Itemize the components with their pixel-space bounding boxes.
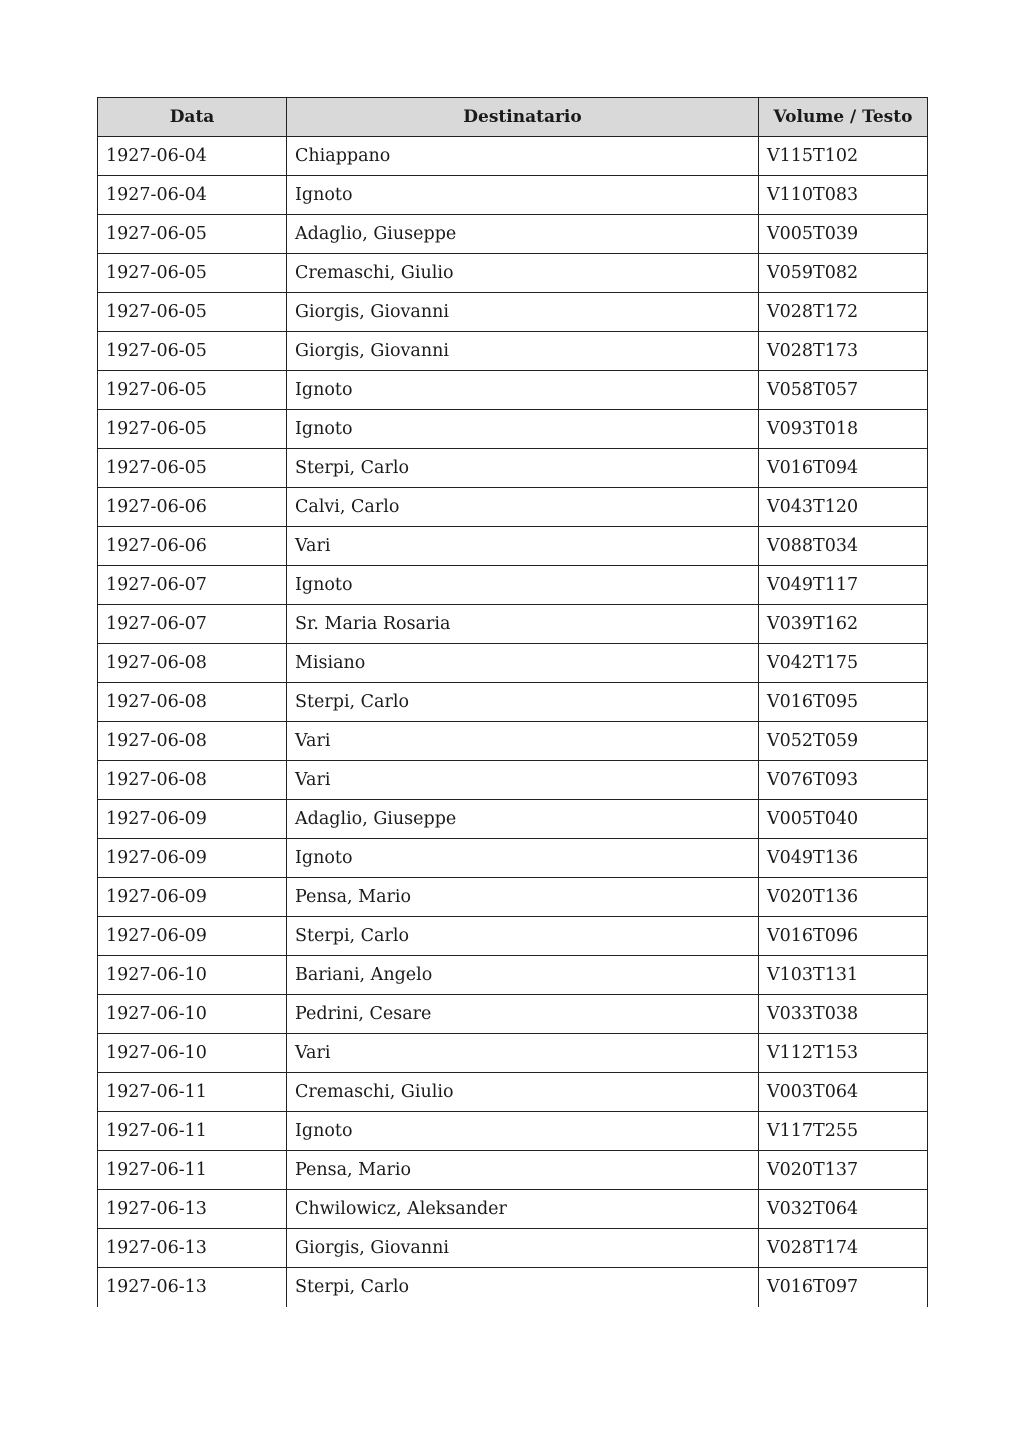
- date-cell: 1927-06-13: [98, 1229, 287, 1268]
- volume-cell: V028T172: [759, 293, 928, 332]
- volume-cell: V103T131: [759, 956, 928, 995]
- volume-cell: V020T136: [759, 878, 928, 917]
- date-cell: 1927-06-05: [98, 293, 287, 332]
- date-cell: 1927-06-05: [98, 449, 287, 488]
- recipient-cell: Vari: [287, 527, 759, 566]
- table-row: [98, 293, 928, 332]
- table-row: [98, 1268, 928, 1307]
- table-row: [98, 410, 928, 449]
- date-cell: 1927-06-10: [98, 1034, 287, 1073]
- table-row: [98, 761, 928, 800]
- date-cell: 1927-06-04: [98, 176, 287, 215]
- volume-cell: V005T040: [759, 800, 928, 839]
- recipient-cell: Giorgis, Giovanni: [287, 293, 759, 332]
- table-row: [98, 1151, 928, 1190]
- table-row: [98, 1229, 928, 1268]
- header-recipient: Destinatario: [287, 98, 759, 137]
- recipient-cell: Chwilowicz, Aleksander: [287, 1190, 759, 1229]
- recipient-cell: Vari: [287, 1034, 759, 1073]
- volume-cell: V016T096: [759, 917, 928, 956]
- table-row: [98, 1073, 928, 1112]
- table-row: [98, 995, 928, 1034]
- table-row: [98, 917, 928, 956]
- date-cell: 1927-06-08: [98, 761, 287, 800]
- recipient-cell: Adaglio, Giuseppe: [287, 215, 759, 254]
- date-cell: 1927-06-10: [98, 956, 287, 995]
- volume-cell: V115T102: [759, 137, 928, 176]
- date-cell: 1927-06-08: [98, 722, 287, 761]
- table-row: [98, 839, 928, 878]
- table-body: [98, 137, 928, 1307]
- recipient-cell: Pensa, Mario: [287, 1151, 759, 1190]
- date-cell: 1927-06-09: [98, 800, 287, 839]
- recipient-cell: Giorgis, Giovanni: [287, 332, 759, 371]
- date-cell: 1927-06-08: [98, 683, 287, 722]
- table-row: [98, 137, 928, 176]
- recipient-cell: Ignoto: [287, 839, 759, 878]
- volume-cell: V016T095: [759, 683, 928, 722]
- date-cell: 1927-06-10: [98, 995, 287, 1034]
- table-row: [98, 566, 928, 605]
- recipient-cell: Chiappano: [287, 137, 759, 176]
- table-row: [98, 956, 928, 995]
- recipient-cell: Pensa, Mario: [287, 878, 759, 917]
- header-date: Data: [98, 98, 287, 137]
- recipient-cell: Sterpi, Carlo: [287, 683, 759, 722]
- date-cell: 1927-06-07: [98, 566, 287, 605]
- recipient-cell: Cremaschi, Giulio: [287, 254, 759, 293]
- volume-cell: V110T083: [759, 176, 928, 215]
- date-cell: 1927-06-11: [98, 1073, 287, 1112]
- volume-cell: V003T064: [759, 1073, 928, 1112]
- volume-cell: V093T018: [759, 410, 928, 449]
- table-row: [98, 1034, 928, 1073]
- table-row: [98, 878, 928, 917]
- recipient-cell: Sterpi, Carlo: [287, 917, 759, 956]
- table-row: [98, 254, 928, 293]
- volume-cell: V042T175: [759, 644, 928, 683]
- table-row: [98, 800, 928, 839]
- date-cell: 1927-06-08: [98, 644, 287, 683]
- table-row: [98, 1112, 928, 1151]
- table-row: [98, 644, 928, 683]
- recipient-cell: Ignoto: [287, 176, 759, 215]
- recipient-cell: Ignoto: [287, 566, 759, 605]
- date-cell: 1927-06-05: [98, 410, 287, 449]
- volume-cell: V049T117: [759, 566, 928, 605]
- volume-cell: V016T094: [759, 449, 928, 488]
- table-row: [98, 527, 928, 566]
- table-row: [98, 605, 928, 644]
- date-cell: 1927-06-09: [98, 839, 287, 878]
- recipient-cell: Bariani, Angelo: [287, 956, 759, 995]
- table-row: [98, 683, 928, 722]
- date-cell: 1927-06-11: [98, 1112, 287, 1151]
- letters-table: [97, 97, 928, 1307]
- table-row: [98, 1190, 928, 1229]
- recipient-cell: Giorgis, Giovanni: [287, 1229, 759, 1268]
- volume-cell: V032T064: [759, 1190, 928, 1229]
- date-cell: 1927-06-04: [98, 137, 287, 176]
- date-cell: 1927-06-06: [98, 488, 287, 527]
- recipient-cell: Misiano: [287, 644, 759, 683]
- volume-cell: V059T082: [759, 254, 928, 293]
- date-cell: 1927-06-06: [98, 527, 287, 566]
- date-cell: 1927-06-09: [98, 878, 287, 917]
- date-cell: 1927-06-05: [98, 371, 287, 410]
- volume-cell: V049T136: [759, 839, 928, 878]
- table-row: [98, 449, 928, 488]
- header-row: [98, 98, 928, 137]
- date-cell: 1927-06-09: [98, 917, 287, 956]
- recipient-cell: Sr. Maria Rosaria: [287, 605, 759, 644]
- date-cell: 1927-06-13: [98, 1268, 287, 1307]
- volume-cell: V020T137: [759, 1151, 928, 1190]
- recipient-cell: Ignoto: [287, 1112, 759, 1151]
- date-cell: 1927-06-05: [98, 215, 287, 254]
- volume-cell: V052T059: [759, 722, 928, 761]
- table-row: [98, 722, 928, 761]
- recipient-cell: Cremaschi, Giulio: [287, 1073, 759, 1112]
- volume-cell: V016T097: [759, 1268, 928, 1307]
- date-cell: 1927-06-07: [98, 605, 287, 644]
- recipient-cell: Ignoto: [287, 371, 759, 410]
- volume-cell: V005T039: [759, 215, 928, 254]
- volume-cell: V028T174: [759, 1229, 928, 1268]
- volume-cell: V088T034: [759, 527, 928, 566]
- recipient-cell: Sterpi, Carlo: [287, 449, 759, 488]
- date-cell: 1927-06-05: [98, 332, 287, 371]
- table-row: [98, 332, 928, 371]
- header-volume: Volume / Testo: [759, 98, 928, 137]
- volume-cell: V117T255: [759, 1112, 928, 1151]
- volume-cell: V043T120: [759, 488, 928, 527]
- volume-cell: V039T162: [759, 605, 928, 644]
- recipient-cell: Adaglio, Giuseppe: [287, 800, 759, 839]
- volume-cell: V033T038: [759, 995, 928, 1034]
- volume-cell: V076T093: [759, 761, 928, 800]
- volume-cell: V058T057: [759, 371, 928, 410]
- recipient-cell: Vari: [287, 722, 759, 761]
- volume-cell: V112T153: [759, 1034, 928, 1073]
- recipient-cell: Calvi, Carlo: [287, 488, 759, 527]
- recipient-cell: Vari: [287, 761, 759, 800]
- table-row: [98, 215, 928, 254]
- date-cell: 1927-06-13: [98, 1190, 287, 1229]
- table-row: [98, 488, 928, 527]
- volume-cell: V028T173: [759, 332, 928, 371]
- table-header: [98, 98, 928, 137]
- table-row: [98, 371, 928, 410]
- date-cell: 1927-06-05: [98, 254, 287, 293]
- recipient-cell: Sterpi, Carlo: [287, 1268, 759, 1307]
- recipient-cell: Ignoto: [287, 410, 759, 449]
- table-row: [98, 176, 928, 215]
- date-cell: 1927-06-11: [98, 1151, 287, 1190]
- recipient-cell: Pedrini, Cesare: [287, 995, 759, 1034]
